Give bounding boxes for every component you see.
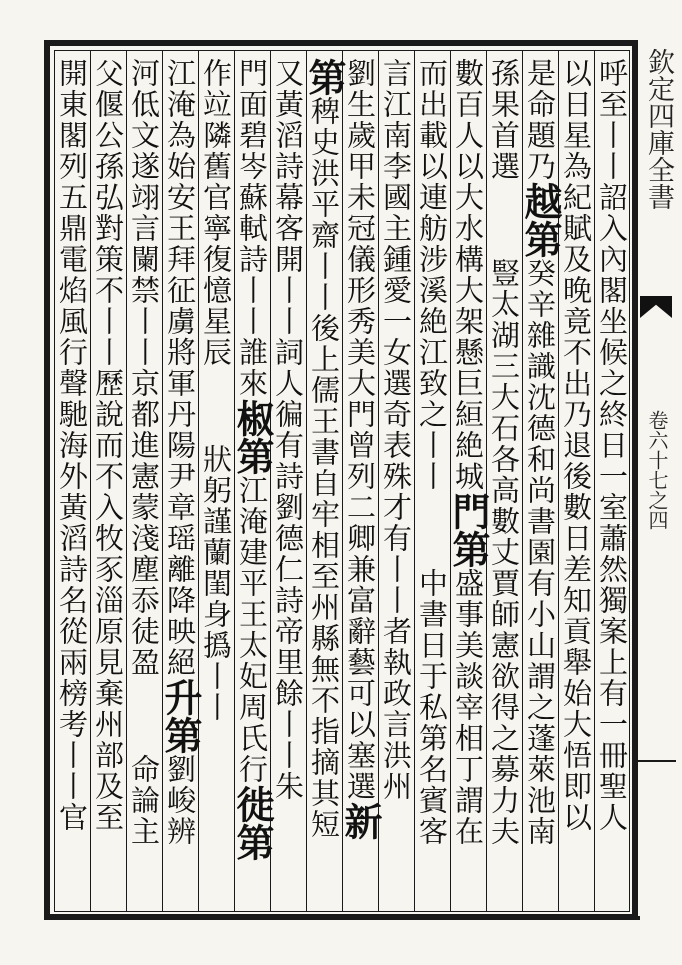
margin-tick — [636, 760, 676, 762]
text-column — [593, 58, 631, 910]
text-run: 狀躬謹蘭閨身撝丨丨 — [199, 444, 233, 723]
fish-tail-mark — [640, 296, 672, 318]
text-run: 劉生歲甲未冠儀形秀美大門曾列二卿兼富辭藝可以塞選 — [343, 58, 377, 802]
text-column — [89, 58, 127, 910]
text-run: 江淹為始安王拜征虜將軍丹陽尹章瑶離降映絕 — [163, 58, 197, 678]
heading-glyph: 第 — [158, 716, 203, 754]
text-column — [518, 58, 563, 910]
text-column — [230, 58, 275, 910]
text-run: 言江南李國主鍾愛一女選奇表殊才有丨丨者執政言洪州 — [379, 58, 413, 802]
text-column — [377, 58, 415, 910]
text-run: 江淹建平王太妃周氏行 — [235, 475, 269, 785]
heading-glyph: 門 — [446, 492, 491, 530]
text-run: 盛事美談宰相丁謂在 — [451, 568, 485, 847]
text-run: 豎太湖三大石各高數丈賈師憲欲得之募力夫 — [487, 258, 521, 847]
margin-volume: 卷六十七之四 — [645, 410, 669, 530]
text-run: 作竝隣舊官寧復憶星辰 — [199, 58, 233, 368]
text-run: 父偃公孫弘對策不丨丨歷說而不入牧豕淄原見棄州部及至 — [91, 58, 125, 833]
text-run: 癸辛雜識沈德和尚書園有小山謂之蓬萊池南 — [523, 258, 557, 847]
text-column — [446, 58, 491, 910]
heading-glyph: 升 — [158, 678, 203, 716]
text-run: 呼至丨丨詔入內閣坐候之終日一室蕭然獨案上有一冊聖人 — [595, 58, 629, 833]
bottom-rule — [44, 916, 640, 920]
text-column — [269, 58, 307, 910]
text-run: 是命題乃 — [523, 58, 557, 182]
text-run: 孫果首選 — [487, 58, 521, 182]
text-column — [302, 58, 347, 910]
margin-rule — [636, 40, 638, 920]
heading-glyph: 第 — [446, 530, 491, 568]
heading-glyph: 第 — [230, 823, 275, 861]
text-run: 門面碧岑蘇軾詩丨丨誰來 — [235, 58, 269, 399]
text-run: 命論主 — [127, 754, 161, 847]
text-run: 以日星為紀賦及晚竟不出乃退後數日差知貢舉始大悟即以 — [559, 58, 593, 833]
text-column — [158, 58, 203, 910]
heading-glyph: 第 — [302, 58, 347, 96]
text-column — [197, 58, 235, 910]
heading-glyph: 新 — [338, 802, 383, 840]
heading-glyph: 第 — [230, 437, 275, 475]
text-column — [413, 58, 451, 910]
text-column — [338, 58, 383, 910]
text-run: 稗史洪平齋丨丨後上儒王書自牢相至州縣無不指摘其短 — [307, 96, 341, 840]
text-run: 開東閣列五鼎電焰風行聲馳海外黃滔詩名從兩榜考丨丨官 — [55, 58, 89, 833]
margin-title: 欽定四庫全書 — [643, 48, 674, 210]
text-column — [125, 58, 163, 910]
text-run: 又黃滔詩幕客開丨丨詞人徧有詩劉德仁詩帝里餘丨丨朱 — [271, 58, 305, 802]
text-column — [53, 58, 91, 910]
heading-glyph: 徙 — [230, 785, 275, 823]
text-column — [485, 58, 523, 910]
heading-glyph: 越 — [518, 182, 563, 220]
text-run: 河低文遂翊言闌禁丨丨京都進憲蒙淺塵忝徒盈 — [127, 58, 161, 678]
text-run: 中書日于私第名賓客 — [415, 568, 449, 847]
text-run: 而出載以連舫涉溪絶江致之丨丨 — [415, 58, 449, 492]
text-run: 數百人以大水構大架懸巨絙絶城 — [451, 58, 485, 492]
heading-glyph: 椒 — [230, 399, 275, 437]
text-run: 劉峻辨 — [163, 754, 197, 847]
heading-glyph: 第 — [518, 220, 563, 258]
